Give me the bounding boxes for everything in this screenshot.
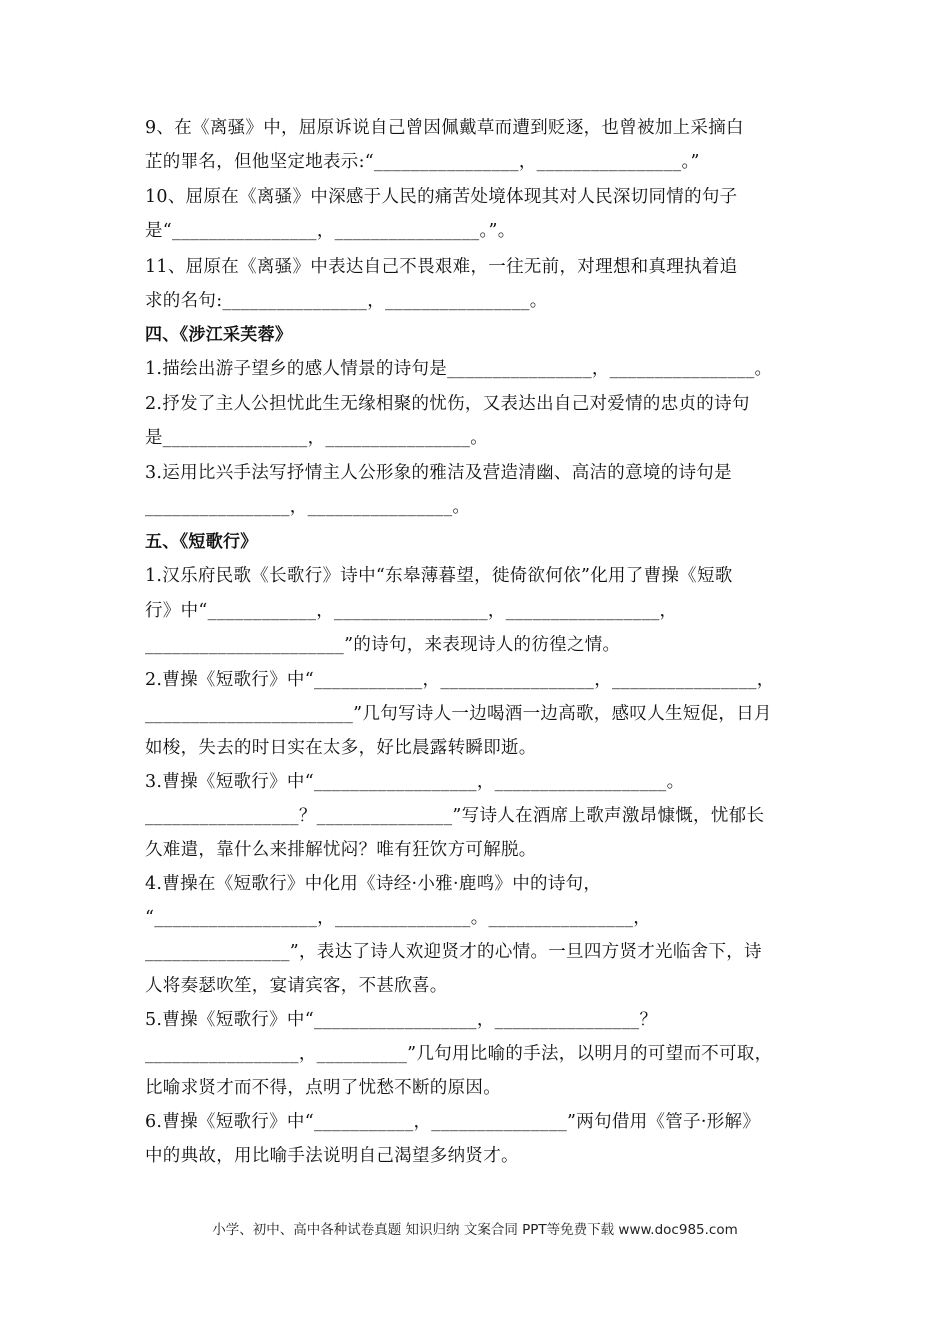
text-line: 5.曹操《短歌行》中“__________________，________________？ — [145, 1010, 658, 1030]
text-line: 久难遣，靠什么来排解忧闷？唯有狂饮方可解脱。 — [145, 840, 537, 860]
text-line: 9、在《离骚》中，屈原诉说自己曾因佩戴草而遭到贬逐，也曾被加上采摘白 — [145, 118, 744, 138]
page-footer: 小学、初中、高中各种试卷真题 知识归纳 文案合同 PPT等免费下载 www.doc985.com — [212, 1222, 738, 1238]
text-line: ______________________”的诗句，来表现诗人的彷徨之情。 — [145, 635, 621, 655]
text-line: 3.运用比兴手法写抒情主人公形象的雅洁及营造清幽、高洁的意境的诗句是 — [145, 463, 732, 483]
text-line: 是________________，________________。 — [145, 428, 488, 448]
section-heading: 五、《短歌行》 — [145, 532, 258, 552]
text-line: 11、屈原在《离骚》中表达自己不畏艰难，一往无前，对理想和真理执着追 — [145, 257, 738, 277]
text-line: “__________________，_______________。________________， — [145, 908, 652, 928]
section-heading: 四、《涉江采芙蓉》 — [145, 325, 293, 345]
text-line: 6.曹操《短歌行》中“___________，_______________”两句借用《管子·形解》 — [145, 1112, 761, 1132]
text-line: _______________________”几句写诗人一边喝酒一边高歌，感叹人生短促，日月 — [145, 704, 772, 724]
text-line: _________________，__________”几句用比喻的手法，以明月的可望而不可取， — [145, 1044, 773, 1064]
text-line: _________________？_______________”写诗人在酒席上歌声激昂慷慨，忧郁长 — [145, 806, 765, 826]
text-line: 2.抒发了主人公担忧此生无缘相聚的忧伤，又表达出自己对爱情的忠贞的诗句 — [145, 394, 750, 414]
text-line: 1.描绘出游子望乡的感人情景的诗句是________________，________________。 — [145, 359, 773, 379]
text-line: 10、屈原在《离骚》中深感于人民的痛苦处境体现其对人民深切同情的句子 — [145, 187, 738, 207]
text-line: 1.汉乐府民歌《长歌行》诗中“东皋薄暮望，徙倚欲何依”化用了曹操《短歌 — [145, 566, 733, 586]
text-line: 求的名句:________________，________________。 — [145, 291, 548, 311]
text-line: 3.曹操《短歌行》中“__________________，___________________。 — [145, 772, 685, 792]
text-line: 人将奏瑟吹笙，宴请宾客，不甚欣喜。 — [145, 976, 448, 996]
text-line: 4.曹操在《短歌行》中化用《诗经·小雅·鹿鸣》中的诗句， — [145, 874, 602, 894]
text-line: 比喻求贤才而不得，点明了忧愁不断的原因。 — [145, 1078, 501, 1098]
text-line: ________________，________________。 — [145, 497, 471, 517]
text-line: 如梭，失去的时日实在太多，好比晨露转瞬即逝。 — [145, 738, 537, 758]
text-line: 是“________________，________________。”。 — [145, 221, 516, 241]
text-line: 芷的罪名，但他坚定地表示:“________________，________________。” — [145, 152, 700, 172]
text-line: 2.曹操《短歌行》中“____________，_________________，________________， — [145, 670, 775, 690]
text-line: ________________”，表达了诗人欢迎贤才的心情。一旦四方贤才光临舍下，诗 — [145, 942, 762, 962]
text-line: 行》中“____________，_________________，_________________， — [145, 601, 678, 621]
text-line: 中的典故，用比喻手法说明自己渴望多纳贤才。 — [145, 1146, 519, 1166]
